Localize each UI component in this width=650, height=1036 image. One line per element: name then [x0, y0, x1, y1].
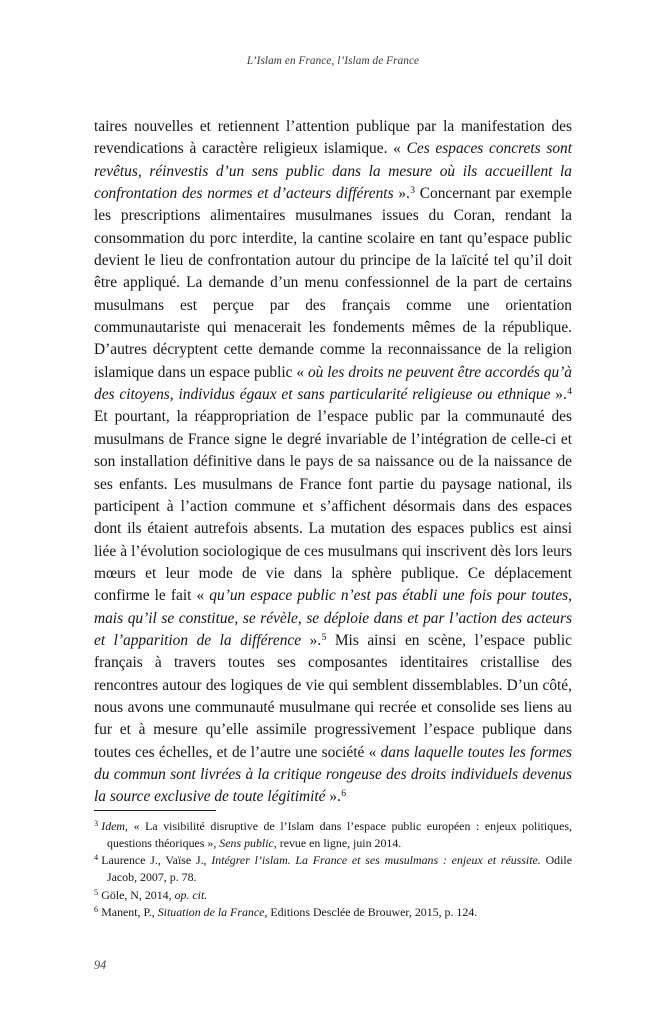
footnote-separator-rule	[94, 810, 216, 811]
footnote-marker-3[interactable]: 3	[410, 185, 416, 197]
footnote-title: Situation de la France	[157, 905, 265, 920]
footnote-marker-5[interactable]: 5	[321, 631, 327, 643]
quotation-4: dans laquelle toutes les formes du commun sont livrées à la critique rongeuse des droits individuels devenus la source exclusive de toute légitimité	[94, 743, 572, 806]
footnote-marker-4[interactable]: 4	[567, 386, 572, 398]
body-run: ».	[393, 185, 410, 203]
page-number: 94	[94, 958, 107, 972]
footnote-title: op. cit.	[174, 887, 208, 902]
body-run: ».	[325, 788, 341, 806]
footnote-text: , revue en ligne, juin 2014.	[273, 836, 402, 851]
footnote-text: Manent, P.,	[101, 905, 158, 920]
body-run: taires nouvelles et retiennent l’attention publique par la manifestation des revendications à caractère religieux islamique. «	[94, 118, 572, 158]
body-run: Et pourtant, la réappropriation de l’espace public par la communauté des musulmans de France signe le degré invariable de l’intégration de celle-ci et son installation définitive dans le pays de sa naissance ou de la naissance de ses enfants. Les musulmans de France font partie du paysage national, ils participent à l’action commune et s’affichent désormais dans des espaces dont ils étaient autrefois absents. La mutation des espaces publics est ainsi liée à l’évolution sociologique de ces musulmans qui inscrivent dès lors leurs mœurs et leur mode de vie dans la sphère publique. Ce déplacement confirme le fait «	[94, 408, 572, 605]
footnote-title: Intégrer l’islam. La France et ses musulmans : enjeux et réussite.	[211, 853, 541, 868]
footnote-text: Laurence J., Vaïse J.,	[101, 853, 212, 868]
quotation-1: Ces espaces concrets sont revêtus, réinvestis d’un sens public dans la mesure où ils accueillent la confrontation des normes et d’acteurs différents	[94, 140, 572, 203]
footnote-text: Odile Jacob, 2007, p. 78.	[107, 853, 573, 885]
footnote-title: Sens public	[219, 836, 274, 851]
footnote-text: , Editions Desclée de Brouwer, 2015, p. 124.	[264, 905, 478, 920]
footnote-text: Göle, N, 2014,	[101, 887, 175, 902]
footnote-item-marker[interactable]: 6	[94, 905, 99, 914]
quotation-2: où les droits ne peuvent être accordés qu’à des citoyens, individus égaux et sans particularité religieuse ou ethnique	[94, 363, 573, 404]
body-run: ».	[301, 631, 322, 649]
body-text-block	[94, 116, 572, 809]
running-head: L’Islam en France, l’Islam de France	[246, 55, 420, 67]
footnote-list	[94, 818, 572, 921]
footnote-item-marker[interactable]: 5	[94, 887, 99, 897]
footnote-item	[94, 852, 572, 886]
footnote-title: Idem	[101, 819, 126, 833]
footnote-item-marker[interactable]: 3	[94, 818, 99, 828]
body-run: Concernant par exemple les prescriptions alimentaires musulmanes issues du Coran, rendant la consommation du porc interdite, la cantine scolaire en tant qu’espace public devient le lieu de confrontation autour du principe de la laïcité tel qu’il doit être appliqué. La demande d’un menu confessionnel de la part de certains musulmans est perçue par des français comme une orientation communautariste qui menacerait les fondements mêmes de la république. D’autres décryptent cette demande comme la reconnaissance de la religion islamique dans un espace public «	[94, 185, 572, 381]
footnote-item-marker[interactable]: 4	[94, 853, 99, 863]
footnote-marker-6[interactable]: 6	[341, 788, 347, 800]
footnote-item	[94, 887, 572, 904]
body-run: ».	[550, 386, 567, 404]
footnote-text: , « La visibilité disruptive de l’Islam dans l’espace public européen : enjeux politiques, questions théoriques »,	[107, 819, 572, 851]
body-paragraph	[94, 116, 572, 809]
body-run: Mis ainsi en scène, l’espace public français à travers toutes ses composantes identitaires cristallise des rencontres autour des logiques de vie qui semblent dissemblables. D’un côté, nous avons une communauté musulmane qui recrée et consolide ses liens au fur et à mesure qu’elle assimile progressivement l’espace publique dans toutes ces échelles, et de l’autre une société «	[94, 631, 572, 761]
quotation-3: qu’un espace public n’est pas établi une fois pour toutes, mais qu’il se constitue, se révèle, se déploie dans et par l’action des acteurs et l’apparition de la différence	[94, 587, 572, 649]
footnote-item	[94, 818, 572, 852]
footnote-item	[94, 904, 572, 921]
